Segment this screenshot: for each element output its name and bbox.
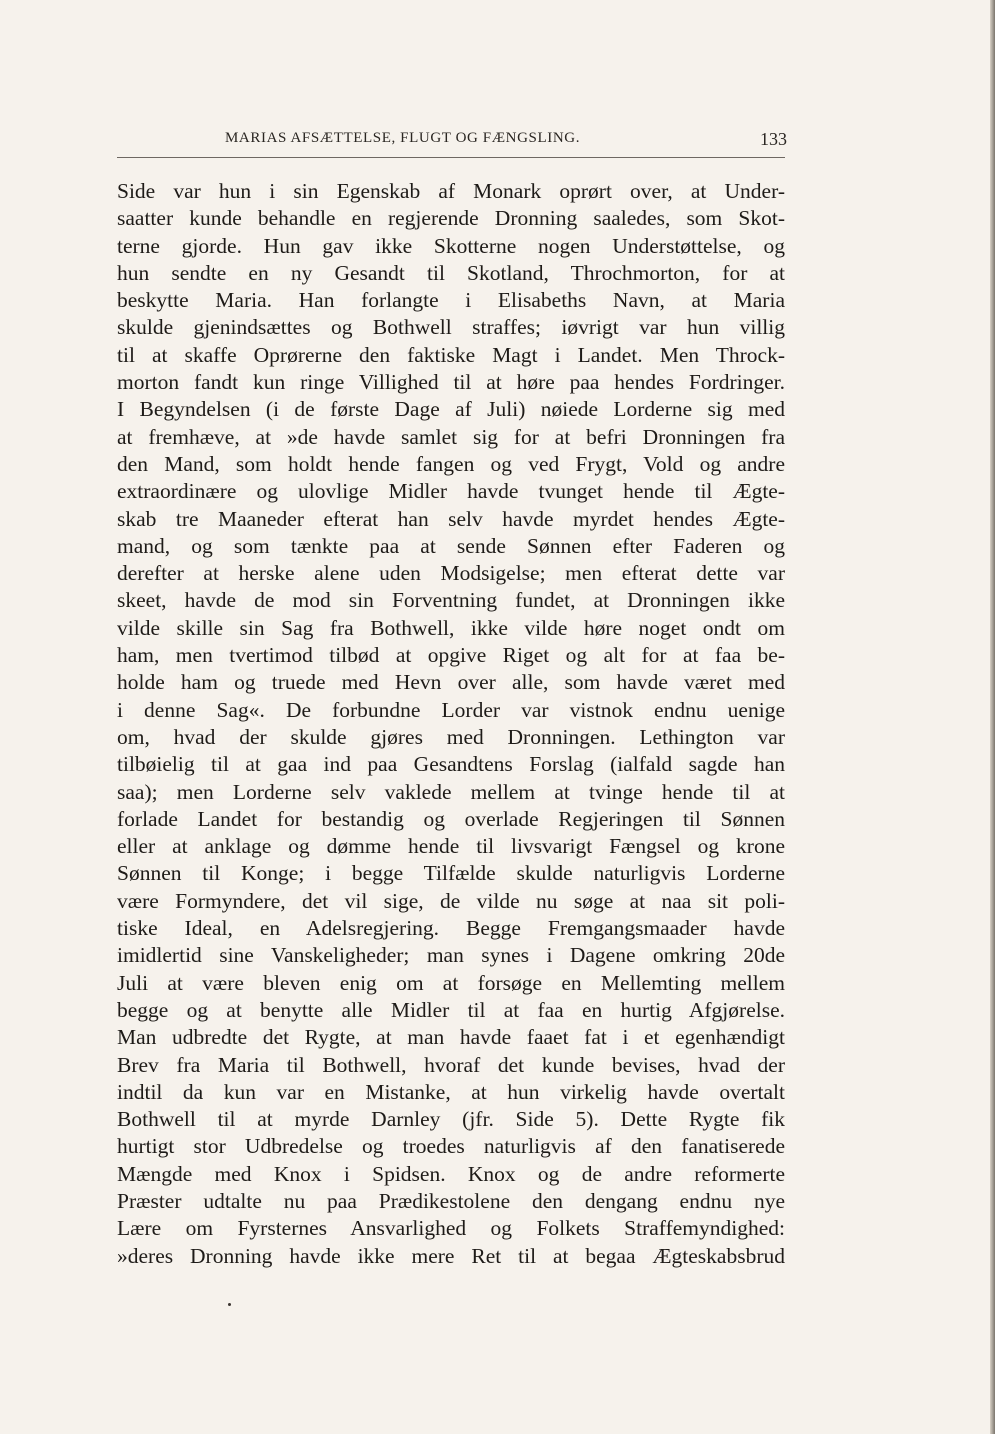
text-line: holde ham og truede med Hevn over alle, som havde været med — [117, 670, 785, 695]
text-line: »deres Dronning havde ikke mere Ret til at begaa Ægteskabsbrud — [117, 1243, 785, 1268]
text-line: Sønnen til Konge; i begge Tilfælde skulde naturligvis Lorderne — [117, 861, 785, 886]
text-line: tiske Ideal, en Adelsregjering. Begge Fremgangsmaader havde — [117, 916, 785, 941]
body-text — [117, 178, 785, 1270]
text-line: tilbøielig til at gaa ind paa Gesandtens Forslag (ialfald sagde han — [117, 752, 785, 777]
text-line: beskytte Maria. Han forlangte i Elisabeths Navn, at Maria — [117, 288, 785, 313]
page-number: 133 — [760, 129, 787, 149]
page-edge — [990, 0, 995, 1434]
text-line: Brev fra Maria til Bothwell, hvoraf det kunde bevises, hvad der — [117, 1052, 785, 1077]
text-line: eller at anklage og dømme hende til livsvarigt Fængsel og krone — [117, 834, 785, 859]
header-rule — [117, 157, 785, 158]
text-line: Juli at være bleven enig om at forsøge en Mellemting mellem — [117, 970, 785, 995]
text-line: indtil da kun var en Mistanke, at hun virkelig havde overtalt — [117, 1079, 785, 1104]
text-line: extraordinære og ulovlige Midler havde tvunget hende til Ægte- — [117, 479, 785, 504]
text-line: hun sendte en ny Gesandt til Skotland, Throchmorton, for at — [117, 260, 785, 285]
text-line: morton fandt kun ringe Villighed til at høre paa hendes Fordringer. — [117, 370, 785, 395]
text-line: mand, og som tænkte paa at sende Sønnen efter Faderen og — [117, 533, 785, 558]
text-line: at fremhæve, at »de havde samlet sig for at befri Dronningen fra — [117, 424, 785, 449]
text-line: saatter kunde behandle en regjerende Dronning saaledes, som Skot- — [117, 206, 785, 231]
text-line: skulde gjenindsættes og Bothwell straffes; iøvrigt var hun villig — [117, 315, 785, 340]
text-line: forlade Landet for bestandig og overlade Regjeringen til Sønnen — [117, 806, 785, 831]
text-line: om, hvad der skulde gjøres med Dronningen. Lethington var — [117, 724, 785, 749]
text-line: imidlertid sine Vanskeligheder; man synes i Dagene omkring 20de — [117, 943, 785, 968]
text-line: i denne Sag«. De forbundne Lorder var vistnok endnu uenige — [117, 697, 785, 722]
text-line: skab tre Maaneder efterat han selv havde myrdet hendes Ægte- — [117, 506, 785, 531]
text-line: hurtigt stor Udbredelse og troedes naturligvis af den fanatiserede — [117, 1134, 785, 1159]
text-line: Man udbredte det Rygte, at man havde faaet fat i et egenhændigt — [117, 1025, 785, 1050]
text-line: saa); men Lorderne selv vaklede mellem at tvinge hende til at — [117, 779, 785, 804]
text-line: Præster udtalte nu paa Prædikestolene den dengang endnu nye — [117, 1188, 785, 1213]
text-line: derefter at herske alene uden Modsigelse; men efterat dette var — [117, 561, 785, 586]
text-line: ham, men tvertimod tilbød at opgive Riget og alt for at faa be- — [117, 643, 785, 668]
text-line: Mængde med Knox i Spidsen. Knox og de andre reformerte — [117, 1161, 785, 1186]
text-line: begge og at benytte alle Midler til at faa en hurtig Afgjørelse. — [117, 997, 785, 1022]
text-line: være Formyndere, det vil sige, de vilde nu søge at naa sit poli- — [117, 888, 785, 913]
text-line: skeet, havde de mod sin Forventning fundet, at Dronningen ikke — [117, 588, 785, 613]
ink-speck — [228, 1303, 231, 1306]
text-line: Lære om Fyrsternes Ansvarlighed og Folkets Straffemyndighed: — [117, 1216, 785, 1241]
text-line: den Mand, som holdt hende fangen og ved Frygt, Vold og andre — [117, 451, 785, 476]
running-header — [117, 130, 785, 156]
text-line: Bothwell til at myrde Darnley (jfr. Side 5). Dette Rygte fik — [117, 1107, 785, 1132]
header-title: MARIAS AFSÆTTELSE, FLUGT OG FÆNGSLING. — [225, 130, 581, 146]
text-line: terne gjorde. Hun gav ikke Skotterne nogen Understøttelse, og — [117, 233, 785, 258]
text-line: Side var hun i sin Egenskab af Monark oprørt over, at Under- — [117, 179, 785, 203]
text-line: til at skaffe Oprørerne den faktiske Magt i Landet. Men Throck- — [117, 342, 785, 367]
text-line: vilde skille sin Sag fra Bothwell, ikke vilde høre noget ondt om — [117, 615, 785, 640]
text-line: I Begyndelsen (i de første Dage af Juli) nøiede Lorderne sig med — [117, 397, 785, 422]
